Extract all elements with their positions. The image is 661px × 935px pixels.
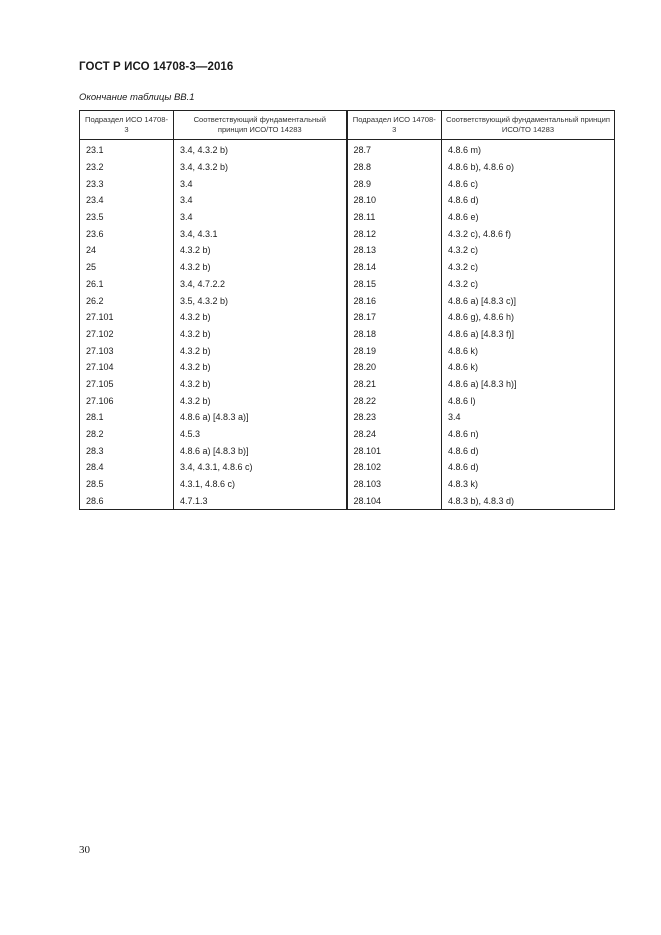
principle-cell: 4.3.2 b): [174, 392, 347, 409]
header-principle: Соответствующий фундаментальный принцип ИСО/ТО 14283: [174, 111, 347, 140]
subsection-cell: 28.1: [80, 409, 174, 426]
principle-cell: 4.8.6 a) [4.8.3 h)]: [442, 376, 615, 393]
principle-cell: 3.4: [442, 409, 615, 426]
principle-cell: 4.3.2 b): [174, 309, 347, 326]
table-row: [80, 192, 615, 209]
subsection-cell: 28.22: [347, 392, 442, 409]
principle-cell: 4.8.6 n): [442, 426, 615, 443]
subsection-cell: 28.14: [347, 259, 442, 276]
principle-cell: 4.8.6 e): [442, 209, 615, 226]
subsection-cell: 27.106: [80, 392, 174, 409]
table-row: [80, 392, 615, 409]
subsection-cell: 28.21: [347, 376, 442, 393]
principle-cell: 4.8.6 c): [442, 175, 615, 192]
subsection-cell: 28.2: [80, 426, 174, 443]
principle-cell: 4.8.3 k): [442, 476, 615, 493]
table-row: [80, 175, 615, 192]
header-principle: Соответствующий фундаментальный принцип ИСО/ТО 14283: [442, 111, 615, 140]
table-row: [80, 259, 615, 276]
principle-cell: 3.4, 4.3.2 b): [174, 159, 347, 176]
table-caption: Окончание таблицы ВВ.1: [79, 92, 195, 103]
table-row: [80, 326, 615, 343]
header-subsection: Подраздел ИСО 14708-3: [347, 111, 442, 140]
table-row: [80, 342, 615, 359]
principle-cell: 4.8.6 d): [442, 459, 615, 476]
principle-cell: 4.5.3: [174, 426, 347, 443]
principle-cell: 4.8.6 k): [442, 359, 615, 376]
subsection-cell: 28.24: [347, 426, 442, 443]
subsection-cell: 28.15: [347, 276, 442, 293]
subsection-cell: 23.6: [80, 225, 174, 242]
principle-cell: 4.8.6 a) [4.8.3 a)]: [174, 409, 347, 426]
table-row: [80, 459, 615, 476]
table-row: [80, 292, 615, 309]
table-header-row: [80, 111, 615, 140]
page-number: 30: [79, 844, 90, 856]
principle-cell: 4.8.6 k): [442, 342, 615, 359]
principle-cell: 4.7.1.3: [174, 492, 347, 509]
principle-cell: 3.4, 4.3.2 b): [174, 140, 347, 159]
subsection-cell: 28.102: [347, 459, 442, 476]
principle-cell: 4.8.6 b), 4.8.6 o): [442, 159, 615, 176]
table-row: [80, 376, 615, 393]
subsection-cell: 27.103: [80, 342, 174, 359]
subsection-cell: 23.3: [80, 175, 174, 192]
table-row: [80, 159, 615, 176]
principle-cell: 4.8.6 d): [442, 192, 615, 209]
subsection-cell: 28.19: [347, 342, 442, 359]
subsection-cell: 28.13: [347, 242, 442, 259]
subsection-cell: 28.104: [347, 492, 442, 509]
principle-cell: 3.4, 4.3.1, 4.8.6 c): [174, 459, 347, 476]
table-row: [80, 140, 615, 159]
subsection-cell: 23.1: [80, 140, 174, 159]
subsection-cell: 28.7: [347, 140, 442, 159]
subsection-cell: 26.1: [80, 276, 174, 293]
principle-cell: 3.4, 4.7.2.2: [174, 276, 347, 293]
document-title: ГОСТ Р ИСО 14708-3—2016: [79, 61, 234, 73]
table-row: [80, 209, 615, 226]
principle-cell: 4.3.2 c): [442, 242, 615, 259]
subsection-cell: 28.4: [80, 459, 174, 476]
subsection-cell: 28.18: [347, 326, 442, 343]
principle-cell: 4.8.6 g), 4.8.6 h): [442, 309, 615, 326]
principle-cell: 4.3.2 b): [174, 342, 347, 359]
table-row: [80, 242, 615, 259]
principle-cell: 4.3.2 b): [174, 259, 347, 276]
principle-cell: 4.3.2 c): [442, 276, 615, 293]
table-row: [80, 442, 615, 459]
principle-cell: 4.8.3 b), 4.8.3 d): [442, 492, 615, 509]
subsection-cell: 27.104: [80, 359, 174, 376]
subsection-cell: 28.6: [80, 492, 174, 509]
subsection-cell: 25: [80, 259, 174, 276]
subsection-cell: 27.102: [80, 326, 174, 343]
principle-cell: 4.3.2 c), 4.8.6 f): [442, 225, 615, 242]
subsection-cell: 28.3: [80, 442, 174, 459]
principle-cell: 4.3.2 c): [442, 259, 615, 276]
table-row: [80, 309, 615, 326]
principle-cell: 4.8.6 a) [4.8.3 b)]: [174, 442, 347, 459]
table-row: [80, 492, 615, 509]
principle-cell: 4.8.6 d): [442, 442, 615, 459]
subsection-cell: 28.23: [347, 409, 442, 426]
principle-cell: 4.8.6 a) [4.8.3 f)]: [442, 326, 615, 343]
principle-cell: 4.3.2 b): [174, 359, 347, 376]
subsection-cell: 23.4: [80, 192, 174, 209]
subsection-cell: 28.11: [347, 209, 442, 226]
principle-cell: 4.3.1, 4.8.6 c): [174, 476, 347, 493]
subsection-cell: 28.103: [347, 476, 442, 493]
principle-cell: 3.5, 4.3.2 b): [174, 292, 347, 309]
principle-cell: 4.3.2 b): [174, 376, 347, 393]
subsection-cell: 27.105: [80, 376, 174, 393]
subsection-cell: 23.5: [80, 209, 174, 226]
subsection-cell: 28.16: [347, 292, 442, 309]
principle-cell: 4.8.6 a) [4.8.3 c)]: [442, 292, 615, 309]
subsection-cell: 28.5: [80, 476, 174, 493]
principle-cell: 3.4: [174, 192, 347, 209]
subsection-cell: 23.2: [80, 159, 174, 176]
subsection-cell: 28.10: [347, 192, 442, 209]
table-row: [80, 225, 615, 242]
table-row: [80, 359, 615, 376]
principle-cell: 3.4: [174, 209, 347, 226]
correspondence-table: [79, 110, 615, 510]
principle-cell: 3.4, 4.3.1: [174, 225, 347, 242]
subsection-cell: 28.17: [347, 309, 442, 326]
principle-cell: 3.4: [174, 175, 347, 192]
subsection-cell: 28.9: [347, 175, 442, 192]
subsection-cell: 28.12: [347, 225, 442, 242]
principle-cell: 4.3.2 b): [174, 326, 347, 343]
table-body: [80, 140, 615, 510]
principle-cell: 4.8.6 m): [442, 140, 615, 159]
principle-cell: 4.8.6 l): [442, 392, 615, 409]
subsection-cell: 27.101: [80, 309, 174, 326]
table-row: [80, 476, 615, 493]
subsection-cell: 26.2: [80, 292, 174, 309]
subsection-cell: 28.20: [347, 359, 442, 376]
subsection-cell: 24: [80, 242, 174, 259]
principle-cell: 4.3.2 b): [174, 242, 347, 259]
header-subsection: Подраздел ИСО 14708-3: [80, 111, 174, 140]
table-row: [80, 426, 615, 443]
table-row: [80, 276, 615, 293]
subsection-cell: 28.101: [347, 442, 442, 459]
subsection-cell: 28.8: [347, 159, 442, 176]
table-row: [80, 409, 615, 426]
